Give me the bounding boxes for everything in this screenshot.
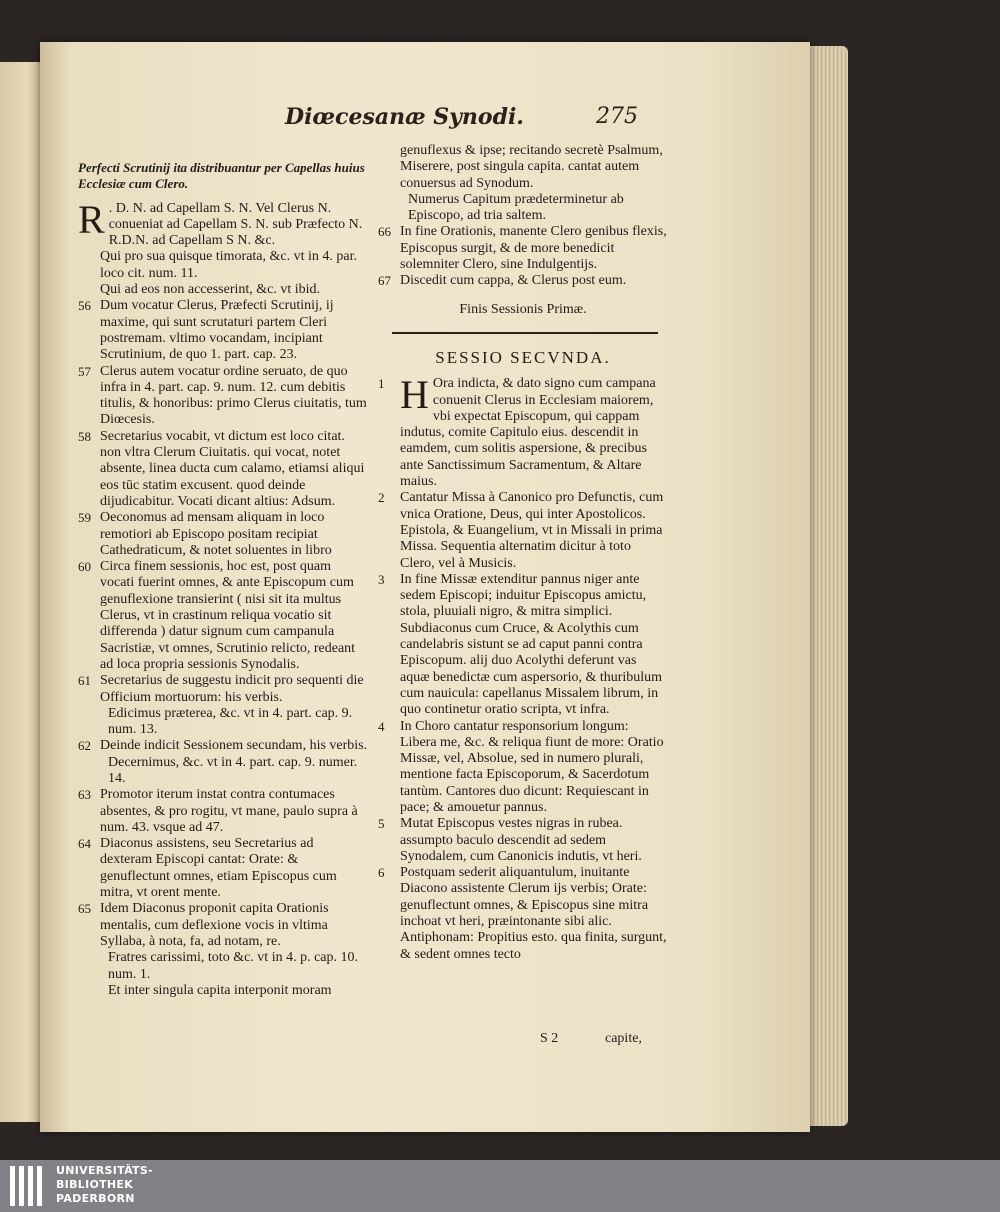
numbered-paragraph: 60 Circa finem sessionis, hoc est, post quam vocati fuerint omnes, & ante Episcopum cum genuflexione transierint ( nisi sit ita multus Clerus, vt in crastinum reliqua vocatio sit differenda ) datur signum cum campanula Sacristiæ, vt omnes, Scrutinio relicto, redeant ad loca propria sessionis Synodalis. xyxy=(78,559,356,672)
numbered-paragraph: 1 H Ora indicta, & dato signo cum campana conuenit Clerus in Ecclesiam maiorem, vbi expectat Episcopum, qui cappam indutus, comite Capitulo eius. descendit in eamdem, cum solitis aspersione, & precibus ante Sanctissimum Sacramentum, & Altare maius. xyxy=(378,372,656,490)
session-title: SESSIO SECVNDA. xyxy=(435,347,611,367)
numbered-paragraph: 5 Mutat Episcopus vestes nigras in rubea. assumpto baculo descendit ad sedem Synodalem, cum Canonicis indutis, vt heri. xyxy=(378,816,642,864)
numbered-paragraph: 64 Diaconus assistens, seu Secretarius ad dexteram Episcopi cantat: Orate: & genuflectunt omnes, etiam Episcopus cum mitra, vt orent mente. xyxy=(78,836,337,901)
numbered-paragraph: 2 Cantatur Missa à Canonico pro Defunctis, cum vnica Oratione, Deus, qui inter Apostolicos. Epistola, & Euangelium, vt in Missali in prima Missa. Sequentia alternatim dicitur à toto Clero, vel à Musicis. xyxy=(378,490,664,571)
dropcap-letter: H xyxy=(400,372,429,418)
numbered-paragraph: 57 Clerus autem vocatur ordine seruato, de quo infra in 4. part. cap. 9. num. 12. cum debitis titulis, & honoribus: primo Clerus ciuitatis, tum Diœcesis. xyxy=(78,363,367,428)
paragraph: Numerus Capitum prædeterminetur ab Episcopo, ad tria saltem. xyxy=(408,191,624,224)
numbered-paragraph: 56 Dum vocatur Clerus, Præfecti Scrutinij, ij maxime, qui sunt scrutaturi partem Cleri postremam. vltimo vocandam, incipiant Scrutinium, de quo 1. part. cap. 23. xyxy=(78,298,334,363)
left-page-edge xyxy=(0,62,44,1122)
numbered-paragraph: 4 In Choro cantatur responsorium longum: Libera me, &c. & reliqua fiunt de more: Oratio Missæ, vel, Absolue, sed in numero plurali, mentione facta Episcoporum, & Sacerdotum tantùm. Cantores duo dicunt: Requiescant in pace; & amouetur pannus. xyxy=(378,718,664,815)
paragraph: Edicimus præterea, &c. vt in 4. part. cap. 9. num. 13. xyxy=(108,705,353,738)
paragraph: Et inter singula capita interponit moram xyxy=(108,982,332,998)
numbered-paragraph: 66 In fine Orationis, manente Clero genibus flexis, Episcopus surgit, & de more benedicit solemniter Clero, sine Indulgentijs. xyxy=(378,224,667,273)
numbered-paragraph: 67 Discedit cum cappa, & Clerus post eum. xyxy=(378,273,627,289)
right-column xyxy=(378,143,668,963)
signature-mark: S 2 xyxy=(540,1031,559,1046)
numbered-paragraph: 59 Oeconomus ad mensam aliquam in loco remotiori ab Episcopo positam recipiat Cathedraticum, & notet soluentes in libro xyxy=(78,510,332,558)
page-number: 275 xyxy=(596,104,638,129)
paragraph: Fratres carissimi, toto &c. vt in 4. p. cap. 10. num. 1. xyxy=(108,950,359,982)
finis-line: Finis Sessionis Primæ. xyxy=(459,301,587,317)
library-footer xyxy=(0,1160,1000,1212)
paragraph-text: . D. N. ad Capellam S. N. Vel Clerus N. conueniat ad Capellam S. N. sub Præfecto N. xyxy=(108,200,363,232)
numbered-paragraph: 58 Secretarius vocabit, vt dictum est loco citat. non vltra Clerum Ciuitatis. qui vocat, notet absente, linea ducta cum calamo, etiamsi aliqui eos tūc statim excusent. quod deinde dijudicabitur. Vocati dicant altius: Adsum. xyxy=(78,428,365,509)
left-column xyxy=(78,160,368,999)
numbered-paragraph: 62 Deinde indicit Sessionem secundam, his verbis. xyxy=(78,738,368,754)
library-logo-icon xyxy=(10,1166,50,1206)
paragraph: Qui ad eos non accesserint, &c. vt ibid. xyxy=(100,282,321,298)
numbered-paragraph: 63 Promotor iterum instat contra contumaces absentes, & pro rogitu, vt mane, paulo supra à num. 43. vsque ad 47. xyxy=(78,787,358,835)
catchword: capite, xyxy=(605,1031,642,1046)
paragraph: Qui pro sua quisque timorata, &c. vt in 4. par. loco cit. num. 11. xyxy=(100,249,358,281)
numbered-paragraph: 3 In fine Missæ extenditur pannus niger ante sedem Episcopi; induitur Episcopus amictu, stola, pluuiali nigro, & mitra simplici. Subdiaconus cum Cruce, & Acolythis cum candelabris sistunt se ad caput panni contra Episcopum. alij duo Acolythi deferunt vas aquæ benedictæ cum aspersorio, & thuribulum cum nauicula: capellanus Missalem librum, in quo continetur oratio scripta, vt infra. xyxy=(378,571,663,718)
running-head: Diœcesanæ Synodi. xyxy=(285,104,524,130)
section-heading: Perfecti Scrutinij ita distribuantur per Capellas huius Ecclesiæ cum Clero. xyxy=(78,160,365,192)
numbered-paragraph: 6 Postquam sederit aliquantulum, inuitante Diacono assistente Clerum ijs verbis; Orate: genuflectunt omnes, & Episcopus sine mitra inchoat vt heri, præintonante sibi alic. Antiphonam: Propitius esto. qua finita, surgunt, & sedent omnes tecto xyxy=(378,865,667,962)
numbered-paragraph: 65 Idem Diaconus proponit capita Orationis mentalis, cum deflexione vocis in vltima Syllaba, à nota, fa, ad notam, re. xyxy=(78,901,329,949)
paragraph: genuflexus & ipse; recitando secretè Psalmum, Miserere, post singula capita. cantat autem conuersus ad Synodum. xyxy=(400,143,663,191)
library-name: UNIVERSITÄTS- BIBLIOTHEK PADERBORN xyxy=(56,1164,153,1205)
numbered-paragraph: 61 Secretarius de suggestu indicit pro sequenti die Officium mortuorum: his verbis. xyxy=(78,673,364,705)
dropcap-letter: R xyxy=(78,196,105,242)
paragraph: R.D.N. ad Capellam S N. &c. xyxy=(108,233,276,249)
section-divider xyxy=(392,332,658,334)
paragraph: Decernimus, &c. vt in 4. part. cap. 9. numer. 14. xyxy=(108,754,358,786)
